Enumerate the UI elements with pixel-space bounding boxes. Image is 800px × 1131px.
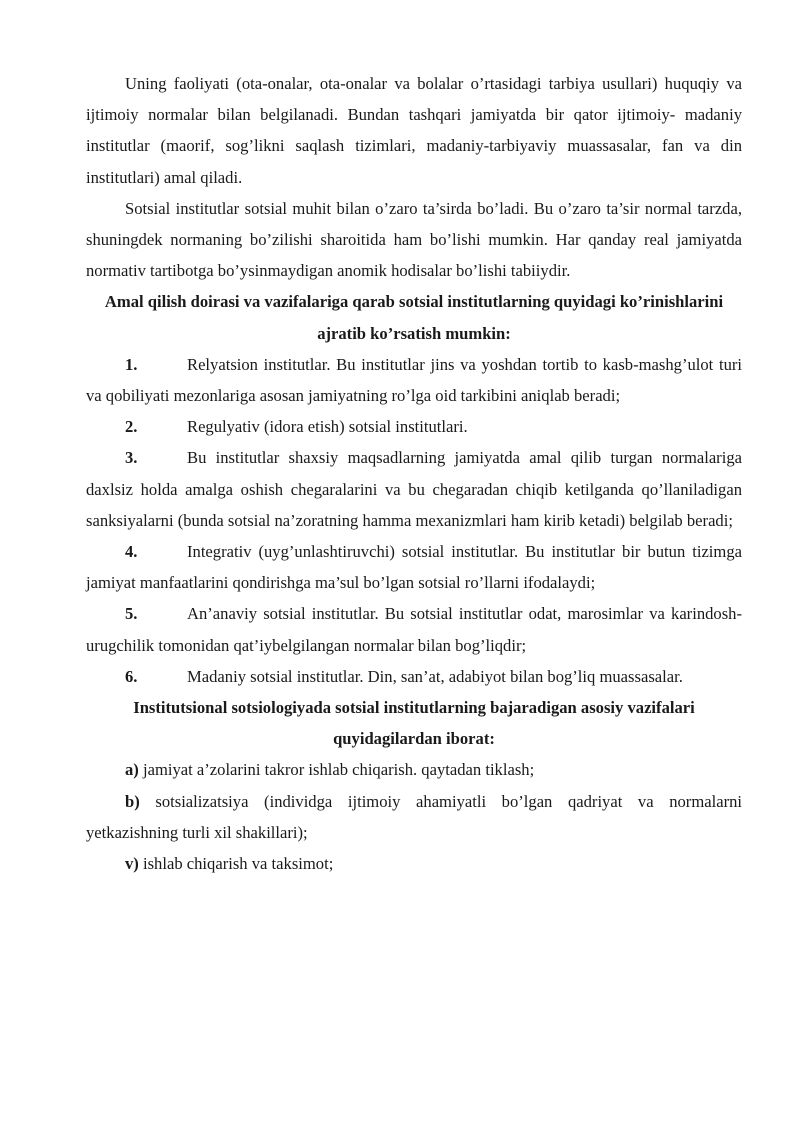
item-text: Relyatsion institutlar. Bu institutlar jins va yoshdan tortib to kasb-mashg’ulot turi va qobiliyati mezonlariga asosan jamiyatning ro’lga oid tarkibini aniqlab beradi; xyxy=(86,354,742,406)
item-text: An’anaviy sotsial institutlar. Bu sotsial institutlar odat, marosimlar va karindosh-urugchilik tomonidan qat’iybelgilangan normalar bilan bog’liqdir; xyxy=(86,604,742,655)
item-label: b) xyxy=(125,791,140,811)
item-label: v) xyxy=(125,854,139,874)
item-text: jamiyat a’zolarini takror ishlab chiqarish. qaytadan tiklash; xyxy=(138,760,535,780)
list-item xyxy=(86,442,742,536)
heading-institution-functions: Institutsional sotsiologiyada sotsial institutlarning bajaradigan asosiy vazifalari quyidagilardan iborat: xyxy=(133,698,695,749)
item-text: Madaniy sotsial institutlar. Din, san’at, adabiyot bilan bog’liq muassasalar. xyxy=(187,666,683,686)
item-text: sotsializatsiya (individga ijtimoiy ahamiyatli bo’lgan qadriyat va normalarni yetkazishning turli xil shakillari); xyxy=(86,791,742,842)
item-text: Bu institutlar shaxsiy maqsadlarning jamiyatda amal qilib turgan normalariga daxlsiz holda amalga oshish chegaralarini va bu chegaradan chiqib ketilganda qo’llaniladigan sanksiyalarni (bunda sotsial na’zoratning hamma mexanizmlari ham kirib ketadi) belgilab beradi; xyxy=(86,448,742,530)
item-number: 3. xyxy=(125,448,138,468)
paragraph-social-environment: Sotsial institutlar sotsial muhit bilan o’zaro ta’sirda bo’ladi. Bu o’zaro ta’sir normal tarzda, shuningdek normaning bo’zilishi sharoitida ham bo’lishi mumkin. Har qanday real jamiyatda normativ tartibotga bo’ysinmaydigan anomik hodisalar bo’lishi tabiiydir. xyxy=(86,198,742,281)
item-text: ishlab chiqarish va taksimot; xyxy=(138,854,334,874)
item-text: Regulyativ (idora etish) sotsial institutlari. xyxy=(187,417,468,437)
item-number: 1. xyxy=(125,354,138,374)
heading-institution-types: Amal qilish doirasi va vazifalariga qarab sotsial institutlarning quyidagi ko’rinishlarini ajratib ko’rsatish mumkin: xyxy=(104,292,724,343)
document-page xyxy=(86,68,742,879)
list-item xyxy=(86,754,742,785)
list-item xyxy=(86,786,742,848)
list-item xyxy=(86,536,742,598)
item-number: 4. xyxy=(125,542,138,562)
item-number: 6. xyxy=(125,666,138,686)
item-number: 2. xyxy=(125,417,138,437)
item-label: a) xyxy=(125,760,139,780)
item-number: 5. xyxy=(125,604,138,624)
paragraph-family-activity: Uning faoliyati (ota-onalar, ota-onalar va bolalar o’rtasidagi tarbiya usullari) huquqiy va ijtimoiy normalar bilan belgilanadi. Bundan tashqari jamiyatda bir qator ijtimoiy- madaniy institutlar (maorif, sog’likni saqlash tizimlari, madaniy-tarbiyaviy muassasalar, fan va din institutlari) amal qiladi. xyxy=(86,74,742,187)
item-text: Integrativ (uyg’unlashtiruvchi) sotsial institutlar. Bu institutlar bir butun tizimga jamiyat manfaatlarini qondirishga ma’sul bo’lgan sotsial ro’llarni ifodalaydi; xyxy=(86,542,742,593)
list-item xyxy=(86,349,742,411)
list-item xyxy=(86,598,742,660)
list-item xyxy=(86,411,742,442)
list-item xyxy=(86,848,742,879)
list-item xyxy=(86,661,742,692)
